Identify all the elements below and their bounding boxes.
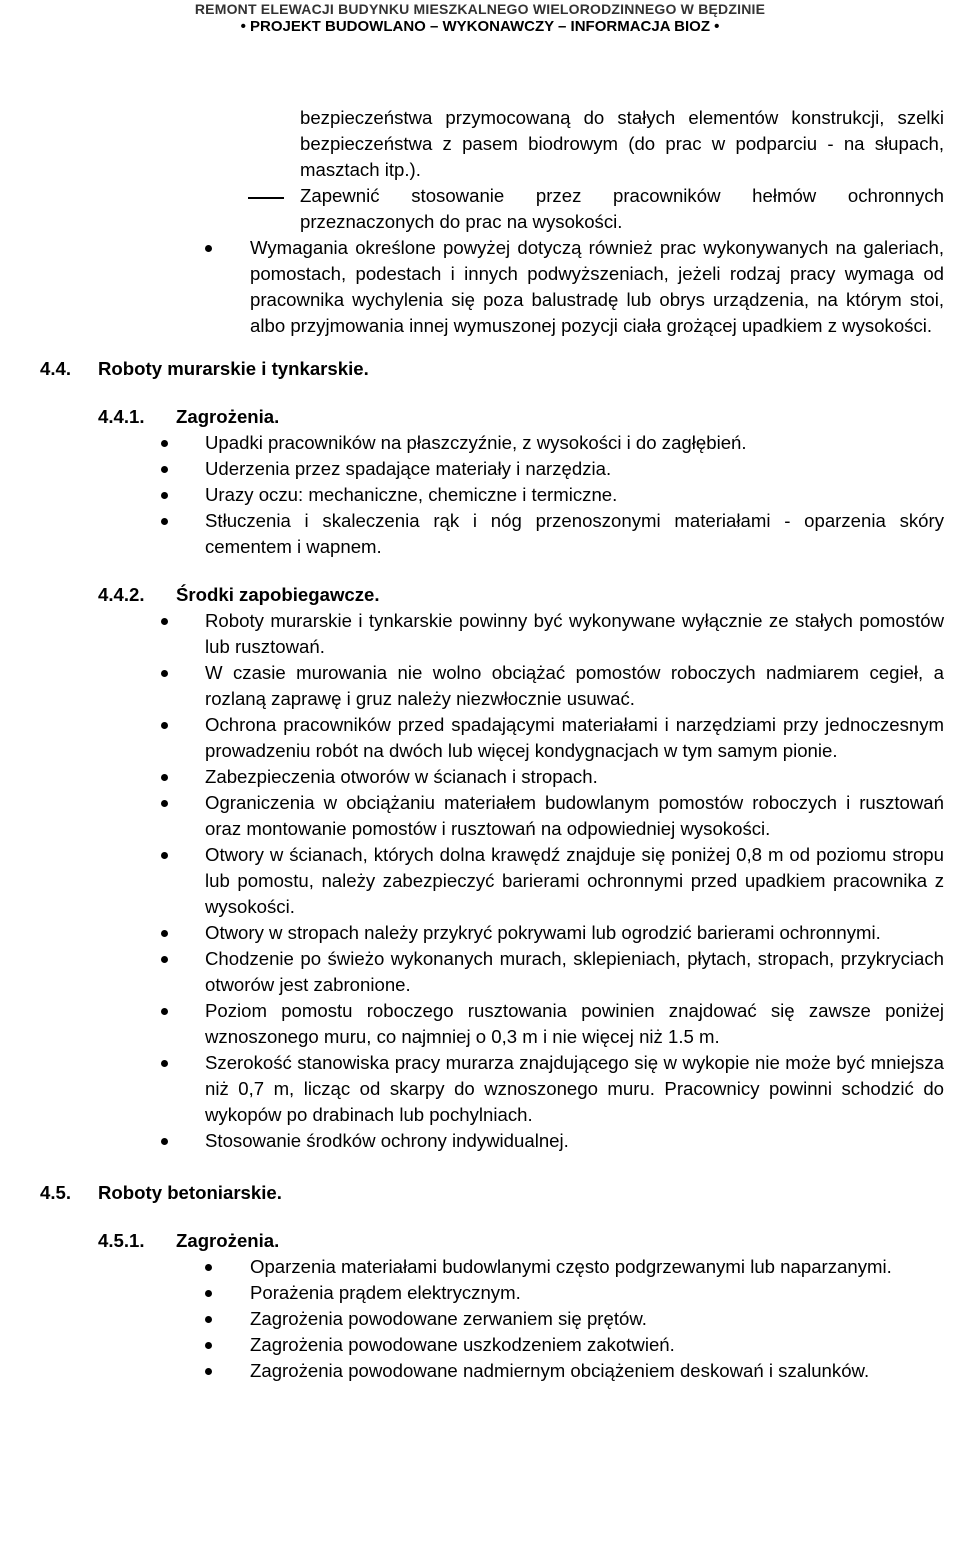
- list-item-text: Poziom pomostu roboczego rusztowania powinien znajdować się zawsze poniżej wznoszonego muru, co najmniej o 0,3 m i nie więcej niż 1.5 m.: [205, 1000, 944, 1047]
- list-item: [0, 1050, 944, 1128]
- section-4-5-heading: [40, 1180, 960, 1206]
- page-header: [0, 0, 960, 36]
- list-item: [0, 712, 944, 764]
- list-item: [0, 946, 944, 998]
- section-4-4-title: Roboty murarskie i tynkarskie.: [98, 358, 369, 379]
- list-item-text: Oparzenia materiałami budowlanymi często podgrzewanymi lub naparzanymi.: [250, 1256, 892, 1277]
- list-item: [0, 1306, 944, 1332]
- section-4-4-1-heading: [98, 404, 960, 430]
- list-item: [0, 430, 944, 456]
- intro-continuation: bezpieczeństwa przymocowaną do stałych elementów konstrukcji, szelki bezpieczeństwa z pasem biodrowym (do prac w podparciu - na słupach, masztach itp.).: [300, 107, 944, 180]
- section-4-4-1-number: 4.4.1.: [98, 406, 145, 427]
- list-item: [0, 764, 944, 790]
- list-item-text: Upadki pracowników na płaszczyźnie, z wysokości i do zagłębień.: [205, 432, 747, 453]
- list-item: [0, 608, 944, 660]
- list-item: [0, 920, 944, 946]
- list-item-text: Zabezpieczenia otworów w ścianach i stropach.: [205, 766, 598, 787]
- list-item-text: Stosowanie środków ochrony indywidualnej.: [205, 1130, 569, 1151]
- hazards-list-4-5-1: [0, 1254, 960, 1384]
- list-item: [0, 1254, 944, 1280]
- list-item-text: Chodzenie po świeżo wykonanych murach, sklepieniach, płytach, stropach, przykryciach otworów jest zabronione.: [205, 948, 944, 995]
- list-item-text: Zagrożenia powodowane nadmiernym obciążeniem deskowań i szalunków.: [250, 1360, 870, 1381]
- section-4-4-1-title: Zagrożenia.: [176, 406, 280, 427]
- list-item: [0, 482, 944, 508]
- list-item-text: Roboty murarskie i tynkarskie powinny być wykonywane wyłącznie ze stałych pomostów lub rusztowań.: [205, 610, 944, 657]
- list-item: [0, 790, 944, 842]
- header-project-title: REMONT ELEWACJI BUDYNKU MIESZKALNEGO WIELORODZINNEGO W BĘDZINIE: [194, 1, 766, 17]
- list-item: [0, 508, 944, 560]
- list-item: [0, 998, 944, 1050]
- intro-dash-item: [0, 183, 944, 235]
- measures-list-4-4-2: [0, 608, 960, 1154]
- section-4-4-heading: [40, 356, 960, 382]
- section-4-4-2-title: Środki zapobiegawcze.: [176, 584, 380, 605]
- intro-bullet-item-text: Wymagania określone powyżej dotyczą również prac wykonywanych na galeriach, pomostach, podestach i innych podwyższeniach, jeżeli rodzaj pracy wymaga od pracownika wychylenia się poza balustradę lub obrys urządzenia, na którym stoi, albo przyjmowania innej wymuszonej pozycji ciała grożącej upadkiem z wysokości.: [250, 237, 944, 336]
- hazards-list-4-4-1: [0, 430, 960, 560]
- list-item-text: Szerokość stanowiska pracy murarza znajdującego się w wykopie nie może być mniejsza niż 0,7 m, licząc od skarpy do wznoszonego muru. Pracownicy powinni schodzić do wykopów po drabinach lub pochylniach.: [205, 1052, 944, 1125]
- intro-bullet-item: [0, 235, 944, 339]
- list-item: [0, 1128, 944, 1154]
- list-item-text: Ochrona pracowników przed spadającymi materiałami i narzędziami przy jednoczesnym prowadzeniu robót na dwóch lub więcej kondygnacjach w tym samym pionie.: [205, 714, 944, 761]
- list-item: [0, 1280, 944, 1306]
- list-item-text: Uderzenia przez spadające materiały i narzędzia.: [205, 458, 612, 479]
- document-body: [0, 105, 960, 1384]
- section-4-5-1-heading: [98, 1228, 960, 1254]
- list-item: [0, 1332, 944, 1358]
- list-item-text: Porażenia prądem elektrycznym.: [250, 1282, 521, 1303]
- list-item: [0, 660, 944, 712]
- intro-dash-item-text: Zapewnić stosowanie przez pracowników hełmów ochronnych przeznaczonych do prac na wysokości.: [300, 185, 944, 232]
- list-item-text: Otwory w stropach należy przykryć pokrywami lub ogrodzić barierami ochronnymi.: [205, 922, 881, 943]
- list-item-text: Ograniczenia w obciążaniu materiałem budowlanym pomostów roboczych i rusztowań oraz montowanie pomostów i rusztowań na odpowiedniej wysokości.: [205, 792, 944, 839]
- section-4-5-1-number: 4.5.1.: [98, 1230, 145, 1251]
- list-item-text: Zagrożenia powodowane uszkodzeniem zakotwień.: [250, 1334, 675, 1355]
- list-item-text: Zagrożenia powodowane zerwaniem się prętów.: [250, 1308, 647, 1329]
- list-item-text: Urazy oczu: mechaniczne, chemiczne i termiczne.: [205, 484, 618, 505]
- list-item-text: Otwory w ścianach, których dolna krawędź znajduje się poniżej 0,8 m od poziomu stropu lub pomostu, należy zabezpieczyć barierami ochronnymi przed upadkiem pracownika z wysokości.: [205, 844, 944, 917]
- section-4-4-2-heading: [98, 582, 960, 608]
- section-4-5-1-title: Zagrożenia.: [176, 1230, 280, 1251]
- list-item: [0, 1358, 944, 1384]
- list-item: [0, 842, 944, 920]
- section-4-5-number: 4.5.: [40, 1182, 72, 1203]
- section-4-4-number: 4.4.: [40, 358, 72, 379]
- list-item: [0, 456, 944, 482]
- section-4-4-2-number: 4.4.2.: [98, 584, 145, 605]
- list-item-text: Stłuczenia i skaleczenia rąk i nóg przenoszonymi materiałami - oparzenia skóry cementem i wapnem.: [205, 510, 944, 557]
- header-document-type: • PROJEKT BUDOWLANO – WYKONAWCZY – INFORMACJA BIOZ •: [240, 18, 720, 35]
- list-item-text: W czasie murowania nie wolno obciążać pomostów roboczych nadmiarem cegieł, a rozlaną zaprawę i gruz należy niezwłocznie usuwać.: [205, 662, 944, 709]
- section-4-5-title: Roboty betoniarskie.: [98, 1182, 282, 1203]
